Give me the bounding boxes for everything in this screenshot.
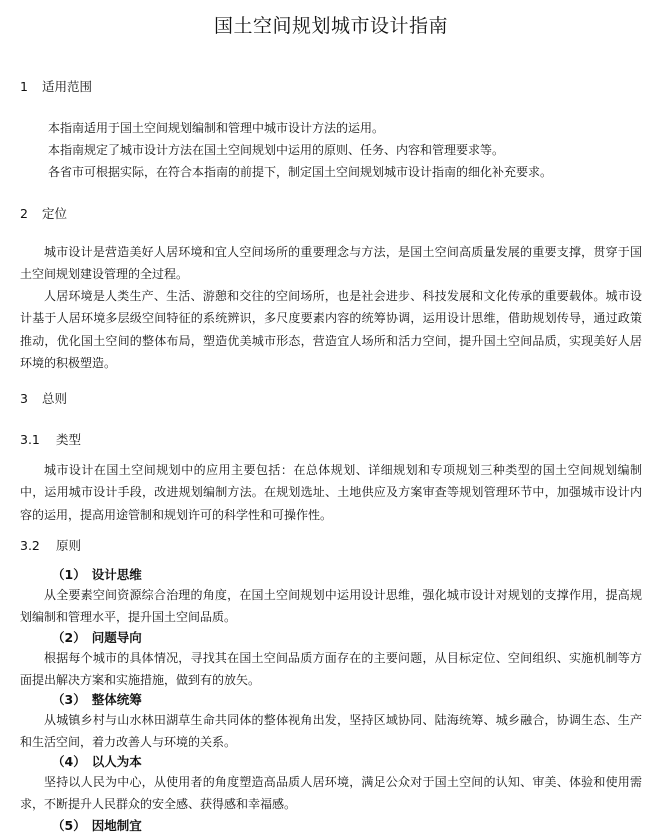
principle-name: 整体统筹 xyxy=(91,692,142,707)
section-2-paragraph-1: 城市设计是营造美好人居环境和宜人空间场所的重要理念与方法，是国土空间高质量发展的重要支撑，贯穿于国土空间规划建设管理的全过程。 xyxy=(20,245,642,282)
principle-1-title xyxy=(52,567,142,583)
principle-5-title xyxy=(52,818,142,834)
principle-number: （3） xyxy=(52,692,86,707)
section-1-line-2: 本指南规定了城市设计方法在国土空间规划中运用的原则、任务、内容和管理要求等。 xyxy=(48,143,505,157)
section-1-line-1: 本指南适用于国土空间规划编制和管理中城市设计方法的运用。 xyxy=(48,121,385,135)
principle-number: （5） xyxy=(52,818,86,833)
principle-name: 以人为本 xyxy=(91,754,142,769)
subsection-title: 原则 xyxy=(56,538,82,553)
principle-3-body: 从城镇乡村与山水林田湖草生命共同体的整体视角出发，坚持区域协同、陆海统筹、城乡融合，协调生态、生产和生活空间，着力改善人与环境的关系。 xyxy=(20,713,642,750)
section-1-heading xyxy=(20,79,92,95)
section-2-heading xyxy=(20,206,67,222)
document-title: 国土空间规划城市设计指南 xyxy=(213,15,448,37)
subsection-3-1-heading xyxy=(20,432,81,448)
principle-number: （4） xyxy=(52,754,86,769)
section-number: 1 xyxy=(20,79,28,94)
section-number: 2 xyxy=(20,206,28,221)
principle-3-title xyxy=(52,692,142,708)
principle-4-title xyxy=(52,754,142,770)
section-2-paragraph-2: 人居环境是人类生产、生活、游憩和交往的空间场所，也是社会进步、科技发展和文化传承的重要载体。城市设计基于人居环境多层级空间特征的系统辨识，多尺度要素内容的统筹协调，运用设计思维，借助规划传导，通过政策推动，优化国土空间的整体布局，塑造优美城市形态，营造宜人场所和活力空间，提升国土空间品质，实现美好人居环境的积极塑造。 xyxy=(20,289,642,371)
subsection-3-2-heading xyxy=(20,538,81,554)
principle-name: 因地制宜 xyxy=(91,818,142,833)
principle-number: （1） xyxy=(52,567,86,582)
principle-2-title xyxy=(52,630,142,646)
section-1-line-3: 各省市可根据实际，在符合本指南的前提下，制定国土空间规划城市设计指南的细化补充要求。 xyxy=(48,165,553,179)
subsection-number: 3.2 xyxy=(20,538,40,553)
principle-name: 设计思维 xyxy=(91,567,142,582)
section-number: 3 xyxy=(20,391,28,406)
section-title: 适用范围 xyxy=(42,79,93,94)
subsection-3-1-paragraph: 城市设计在国土空间规划中的应用主要包括：在总体规划、详细规划和专项规划三种类型的国土空间规划编制中，运用城市设计手段，改进规划编制方法。在规划选址、土地供应及方案审查等规划管理环节中，加强城市设计内容的运用，提高用途管制和规划许可的科学性和可操作性。 xyxy=(20,463,642,522)
subsection-title: 类型 xyxy=(56,432,82,447)
principle-4-body: 坚持以人民为中心，从使用者的角度塑造高品质人居环境，满足公众对于国土空间的认知、审美、体验和使用需求，不断提升人民群众的安全感、获得感和幸福感。 xyxy=(20,775,642,812)
principle-1-body: 从全要素空间资源综合治理的角度，在国土空间规划中运用设计思维，强化城市设计对规划的支撑作用，提高规划编制和管理水平，提升国土空间品质。 xyxy=(20,588,642,625)
principle-name: 问题导向 xyxy=(91,630,142,645)
subsection-number: 3.1 xyxy=(20,432,40,447)
principle-2-body: 根据每个城市的具体情况，寻找其在国土空间品质方面存在的主要问题，从目标定位、空间组织、实施机制等方面提出解决方案和实施措施，做到有的放矢。 xyxy=(20,651,642,688)
principle-number: （2） xyxy=(52,630,86,645)
section-title: 定位 xyxy=(42,206,68,221)
section-3-heading xyxy=(20,391,67,407)
section-title: 总则 xyxy=(42,391,68,406)
